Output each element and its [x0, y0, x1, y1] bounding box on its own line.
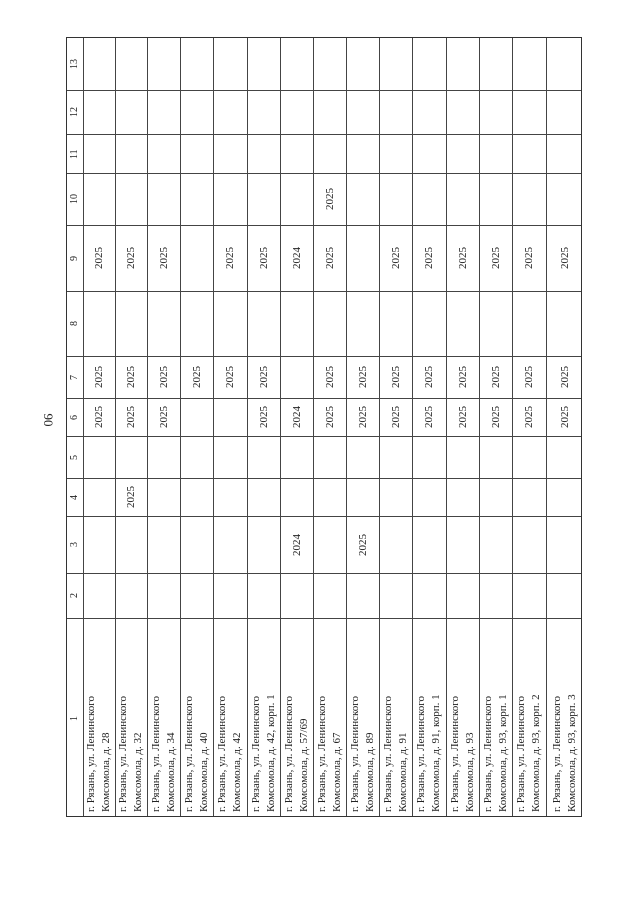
column-header: 1: [69, 715, 80, 721]
year-cell: 2025: [456, 406, 469, 428]
year-cell: 2025: [93, 247, 105, 269]
address-line: Комсомола, д. 67: [330, 732, 343, 812]
year-cell: 2025: [323, 188, 336, 210]
year-cell: 2025: [224, 366, 236, 388]
address-line: г. Рязань, ул. Ленинского: [216, 696, 228, 812]
year-cell: 2025: [93, 366, 105, 388]
table-column-divider: [313, 38, 314, 816]
year-cell: 2025: [125, 366, 137, 388]
address-cell: [84, 696, 114, 812]
year-cell: 2025: [323, 366, 336, 388]
address-line: Комсомола, д. 91, корп. 1: [430, 694, 442, 812]
year-cell: 2025: [489, 366, 502, 388]
schedule-table: [66, 37, 582, 817]
table-row-divider: [67, 618, 581, 619]
year-cell: 2025: [558, 247, 571, 269]
address-line: Комсомола, д. 57/69: [297, 718, 310, 812]
year-cell: 2025: [489, 247, 502, 269]
column-header: 4: [69, 494, 80, 500]
table-row-divider: [67, 398, 581, 399]
column-header: 11: [69, 148, 80, 159]
address-line: г. Рязань, ул. Ленинского: [249, 696, 262, 812]
address-line: Комсомола, д. 42: [231, 732, 243, 812]
year-cell: 2024: [290, 247, 303, 269]
table-row-divider: [67, 436, 581, 437]
year-cell: 2025: [157, 406, 170, 428]
address-line: г. Рязань, ул. Ленинского: [515, 696, 527, 812]
address-cell: [481, 694, 511, 812]
year-cell: 2025: [257, 366, 270, 388]
year-cell: 2025: [523, 406, 535, 428]
year-cell: 2025: [523, 366, 535, 388]
address-cell: [315, 696, 345, 812]
year-cell: 2024: [290, 533, 303, 556]
address-line: Комсомола, д. 93: [463, 732, 476, 812]
table-column-divider: [280, 38, 281, 816]
address-line: г. Рязань, ул. Ленинского: [182, 696, 195, 812]
address-line: г. Рязань, ул. Ленинского: [117, 696, 129, 812]
address-cell: [550, 694, 580, 812]
year-cell: 2025: [157, 247, 170, 269]
table-row-divider: [67, 134, 581, 135]
address-line: Комсомола, д. 89: [363, 732, 376, 812]
address-line: Комсомола, д. 93, корп. 3: [565, 694, 578, 812]
address-line: г. Рязань, ул. Ленинского: [550, 696, 563, 812]
address-cell: [149, 696, 179, 812]
table-column-divider: [213, 38, 214, 816]
table-row-divider: [67, 173, 581, 174]
column-header: 2: [69, 593, 80, 598]
column-header: 8: [69, 321, 80, 326]
address-cell: [249, 694, 279, 812]
column-header: 7: [69, 374, 80, 380]
address-cell: [282, 696, 312, 812]
table-column-divider: [346, 38, 347, 816]
year-cell: 2025: [523, 247, 535, 269]
year-cell: 2025: [456, 247, 469, 269]
year-cell: 2025: [224, 247, 236, 269]
address-line: г. Рязань, ул. Ленинского: [415, 696, 427, 812]
address-cell: [448, 696, 478, 812]
table-column-divider: [412, 38, 413, 816]
address-line: г. Рязань, ул. Ленинского: [315, 696, 328, 812]
address-line: г. Рязань, ул. Ленинского: [348, 696, 361, 812]
address-cell: [116, 696, 146, 812]
table-column-divider: [446, 38, 447, 816]
address-line: Комсомола, д. 93, корп. 2: [530, 694, 542, 812]
table-row-divider: [67, 516, 581, 517]
address-line: Комсомола, д. 32: [132, 732, 144, 812]
page-number: 90: [41, 413, 56, 427]
column-header: 3: [69, 542, 80, 547]
year-cell: 2025: [257, 247, 270, 269]
column-header: 5: [69, 454, 80, 460]
address-line: г. Рязань, ул. Ленинского: [481, 696, 494, 812]
table-column-divider: [546, 38, 547, 816]
table-column-divider: [247, 38, 248, 816]
address-cell: [215, 696, 245, 812]
address-line: г. Рязань, ул. Ленинского: [149, 696, 162, 812]
column-header: 13: [69, 59, 80, 69]
address-cell: [348, 696, 378, 812]
table-row-divider: [67, 573, 581, 574]
year-cell: 2025: [323, 406, 336, 428]
year-cell: 2025: [558, 366, 571, 388]
year-cell: 2025: [257, 406, 270, 428]
year-cell: 2025: [489, 406, 502, 428]
year-cell: 2025: [125, 486, 137, 508]
year-cell: 2025: [356, 533, 369, 556]
address-cell: [182, 696, 212, 812]
address-cell: [514, 694, 544, 812]
address-line: Комсомола, д. 40: [197, 732, 210, 812]
year-cell: 2025: [389, 247, 402, 269]
year-cell: 2024: [290, 406, 303, 428]
year-cell: 2025: [423, 406, 435, 428]
table-row-divider: [67, 225, 581, 226]
table-row-divider: [67, 356, 581, 357]
table-column-divider: [180, 38, 181, 816]
column-header: 10: [69, 194, 80, 204]
year-cell: 2025: [389, 406, 402, 428]
year-cell: 2025: [558, 406, 571, 428]
year-cell: 2025: [125, 247, 137, 269]
table-row-divider: [67, 291, 581, 292]
column-header: 6: [69, 414, 80, 420]
year-cell: 2025: [190, 366, 203, 388]
year-cell: 2025: [423, 366, 435, 388]
address-cell: [381, 696, 411, 812]
address-line: Комсомола, д. 93, корп. 1: [496, 694, 509, 812]
address-line: Комсомола, д. 91: [396, 732, 409, 812]
address-line: г. Рязань, ул. Ленинского: [448, 696, 461, 812]
year-cell: 2025: [456, 366, 469, 388]
address-line: г. Рязань, ул. Ленинского: [282, 696, 295, 812]
year-cell: 2025: [356, 366, 369, 388]
year-cell: 2025: [389, 366, 402, 388]
table-column-divider: [147, 38, 148, 816]
year-cell: 2025: [323, 247, 336, 269]
address-line: Комсомола, д. 28: [100, 732, 112, 812]
table-row-divider: [67, 90, 581, 91]
year-cell: 2025: [93, 406, 105, 428]
year-cell: 2025: [423, 247, 435, 269]
year-cell: 2025: [157, 366, 170, 388]
table-column-divider: [512, 38, 513, 816]
column-header: 12: [69, 107, 80, 117]
address-line: Комсомола, д. 42, корп. 1: [264, 694, 277, 812]
address-line: г. Рязань, ул. Ленинского: [381, 696, 394, 812]
address-cell: [414, 694, 444, 812]
table-column-divider: [479, 38, 480, 816]
column-header: 9: [69, 255, 80, 261]
year-cell: 2025: [125, 406, 137, 428]
address-line: Комсомола, д. 34: [164, 732, 177, 812]
year-cell: 2025: [356, 406, 369, 428]
table-row-divider: [67, 478, 581, 479]
table-column-divider: [379, 38, 380, 816]
address-line: г. Рязань, ул. Ленинского: [85, 696, 97, 812]
